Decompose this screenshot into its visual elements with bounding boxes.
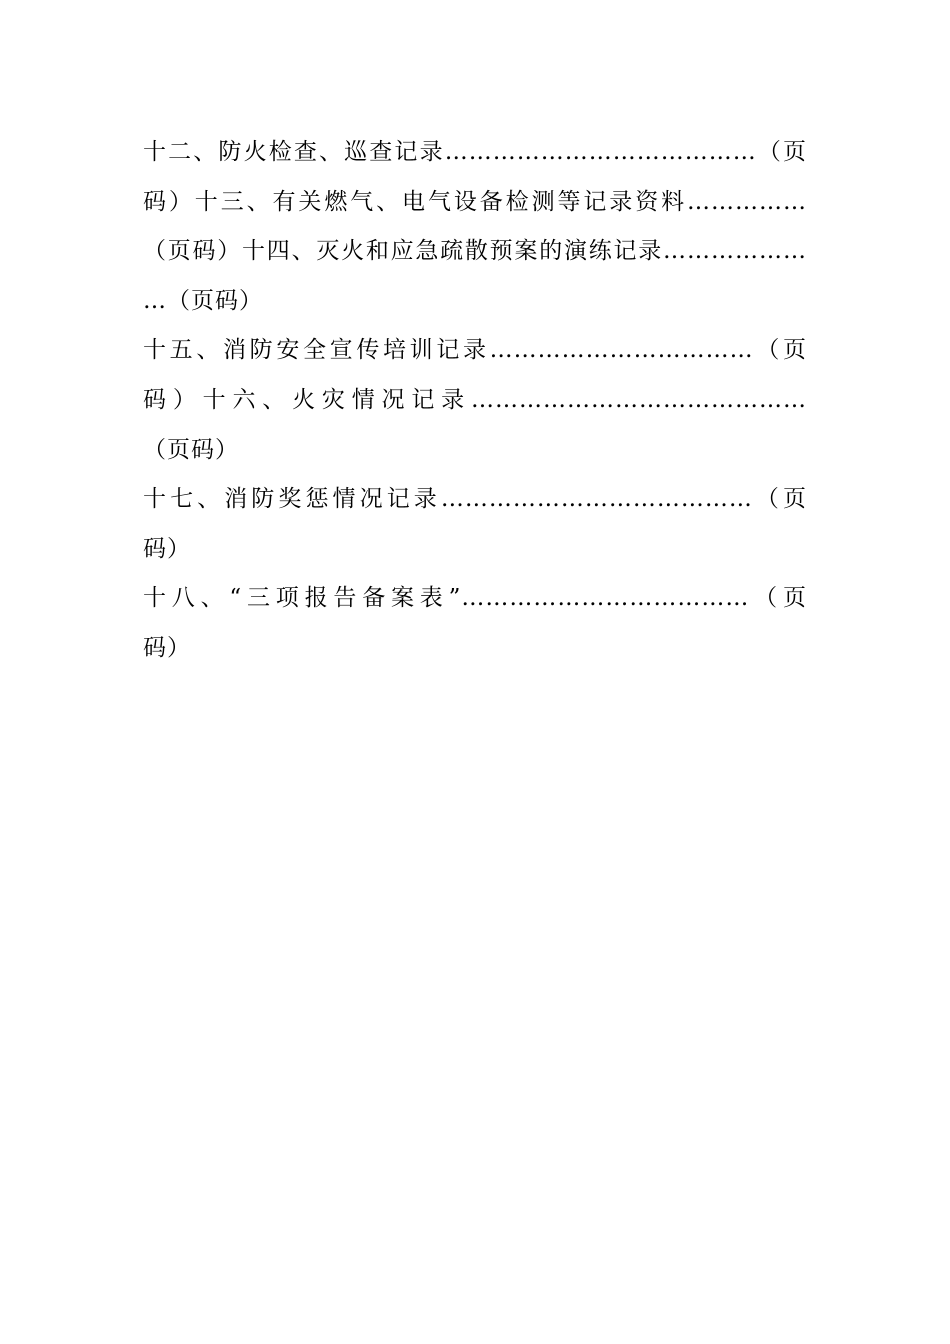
- toc-line-16-end: （页码）: [143, 436, 239, 463]
- toc-line-16: 码）十六、火灾情况记录……………………………………: [143, 386, 807, 413]
- table-of-contents: [143, 128, 807, 674]
- toc-line-13: 码）十三、有关燃气、电气设备检测等记录资料……………: [143, 188, 807, 215]
- toc-line-17: 十七、消防奖惩情况记录…………………………………（页: [143, 486, 807, 513]
- toc-line-18-end: 码）: [143, 634, 191, 661]
- toc-line-15: 十五、消防安全宣传培训记录……………………………（页: [143, 337, 807, 364]
- toc-line-14-end: …（页码）: [143, 287, 263, 314]
- toc-line-18: 十八、“三项报告备案表”………………………………（页: [143, 585, 807, 612]
- toc-line-17-end: 码）: [143, 535, 191, 562]
- toc-line-14: （页码）十四、灭火和应急疏散预案的演练记录………………: [143, 238, 807, 265]
- toc-line-12: 十二、防火检查、巡查记录…………………………………（页: [143, 139, 807, 165]
